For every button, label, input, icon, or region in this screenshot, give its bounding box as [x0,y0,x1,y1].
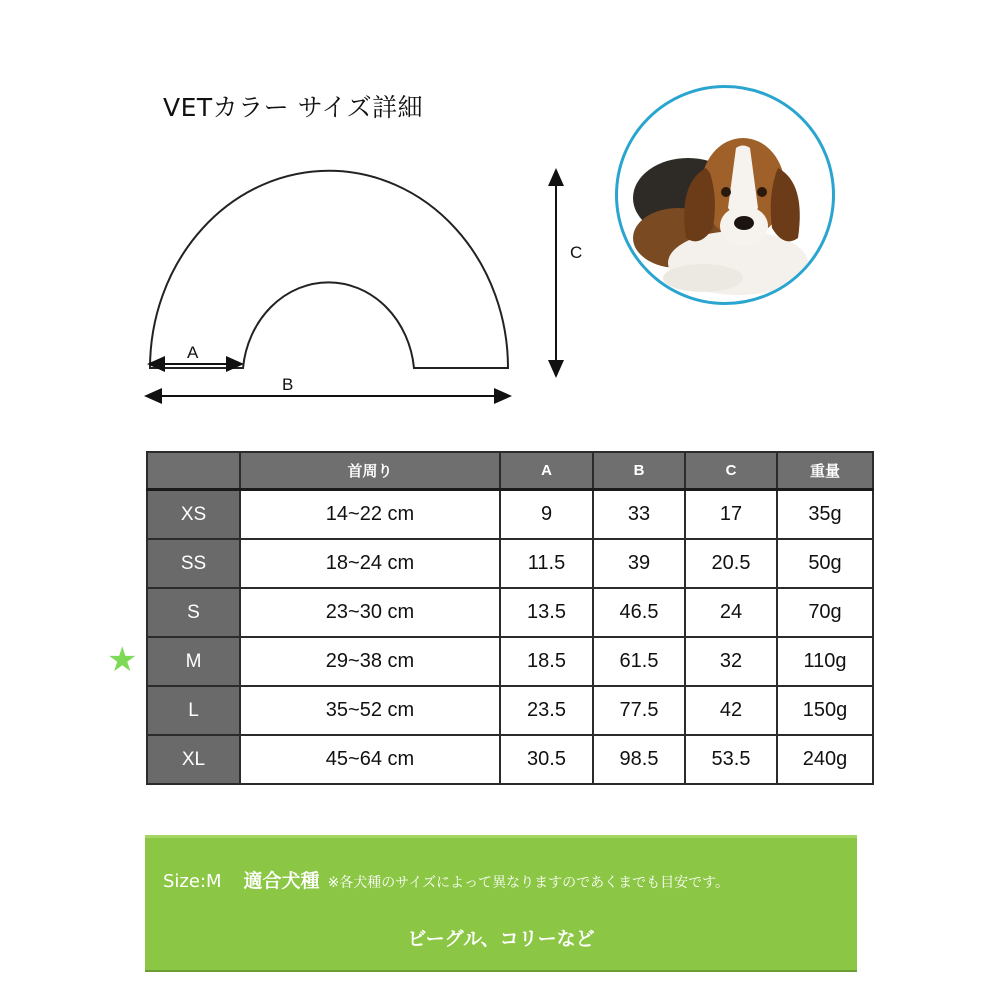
collar-dimension-diagram [130,150,600,420]
c-cell: 20.5 [685,539,777,588]
b-cell: 33 [593,490,685,540]
header-size [147,452,240,490]
dimension-b-label: B [282,375,294,394]
recommended-breed-banner [145,835,857,972]
b-cell: 46.5 [593,588,685,637]
neck-cell: 14~22 cm [240,490,500,540]
c-cell: 32 [685,637,777,686]
size-cell: M [147,637,240,686]
b-cell: 98.5 [593,735,685,784]
a-cell: 9 [500,490,593,540]
header-b: B [593,452,685,490]
a-cell: 30.5 [500,735,593,784]
c-cell: 24 [685,588,777,637]
table-row [147,588,873,637]
neck-cell: 23~30 cm [240,588,500,637]
weight-cell: 70g [777,588,873,637]
header-weight: 重量 [777,452,873,490]
header-neck: 首周り [240,452,500,490]
table-row [147,735,873,784]
header-a: A [500,452,593,490]
size-table [146,451,874,785]
b-cell: 39 [593,539,685,588]
neck-cell: 35~52 cm [240,686,500,735]
header-c: C [685,452,777,490]
collar-outline [150,171,508,368]
b-cell: 61.5 [593,637,685,686]
size-cell: L [147,686,240,735]
c-cell: 17 [685,490,777,540]
weight-cell: 35g [777,490,873,540]
weight-cell: 240g [777,735,873,784]
b-cell: 77.5 [593,686,685,735]
a-cell: 18.5 [500,637,593,686]
weight-cell: 150g [777,686,873,735]
a-cell: 11.5 [500,539,593,588]
star-icon: ★ [107,640,138,680]
dimension-c-label: C [570,243,583,262]
dimension-a-label: A [187,343,199,362]
page-title: VETカラー サイズ詳細 [163,93,424,122]
table-row [147,490,873,540]
neck-cell: 29~38 cm [240,637,500,686]
size-cell: XL [147,735,240,784]
banner-breed-title: 適合犬種 [243,870,320,892]
a-cell: 13.5 [500,588,593,637]
banner-header-line [163,866,729,893]
banner-breeds: ビーグル、コリーなど [407,928,595,950]
c-cell: 42 [685,686,777,735]
size-cell: SS [147,539,240,588]
a-cell: 23.5 [500,686,593,735]
weight-cell: 110g [777,637,873,686]
banner-size-label: Size:M [163,871,222,892]
beagle-dog-icon [618,88,832,302]
size-cell: XS [147,490,240,540]
c-cell: 53.5 [685,735,777,784]
neck-cell: 45~64 cm [240,735,500,784]
table-header-row [147,452,873,490]
table-row [147,637,873,686]
banner-note: ※各犬種のサイズによって異なりますのであくまでも目安です。 [327,875,730,891]
table-row [147,539,873,588]
neck-cell: 18~24 cm [240,539,500,588]
beagle-photo [615,85,835,305]
table-row [147,686,873,735]
weight-cell: 50g [777,539,873,588]
size-cell: S [147,588,240,637]
